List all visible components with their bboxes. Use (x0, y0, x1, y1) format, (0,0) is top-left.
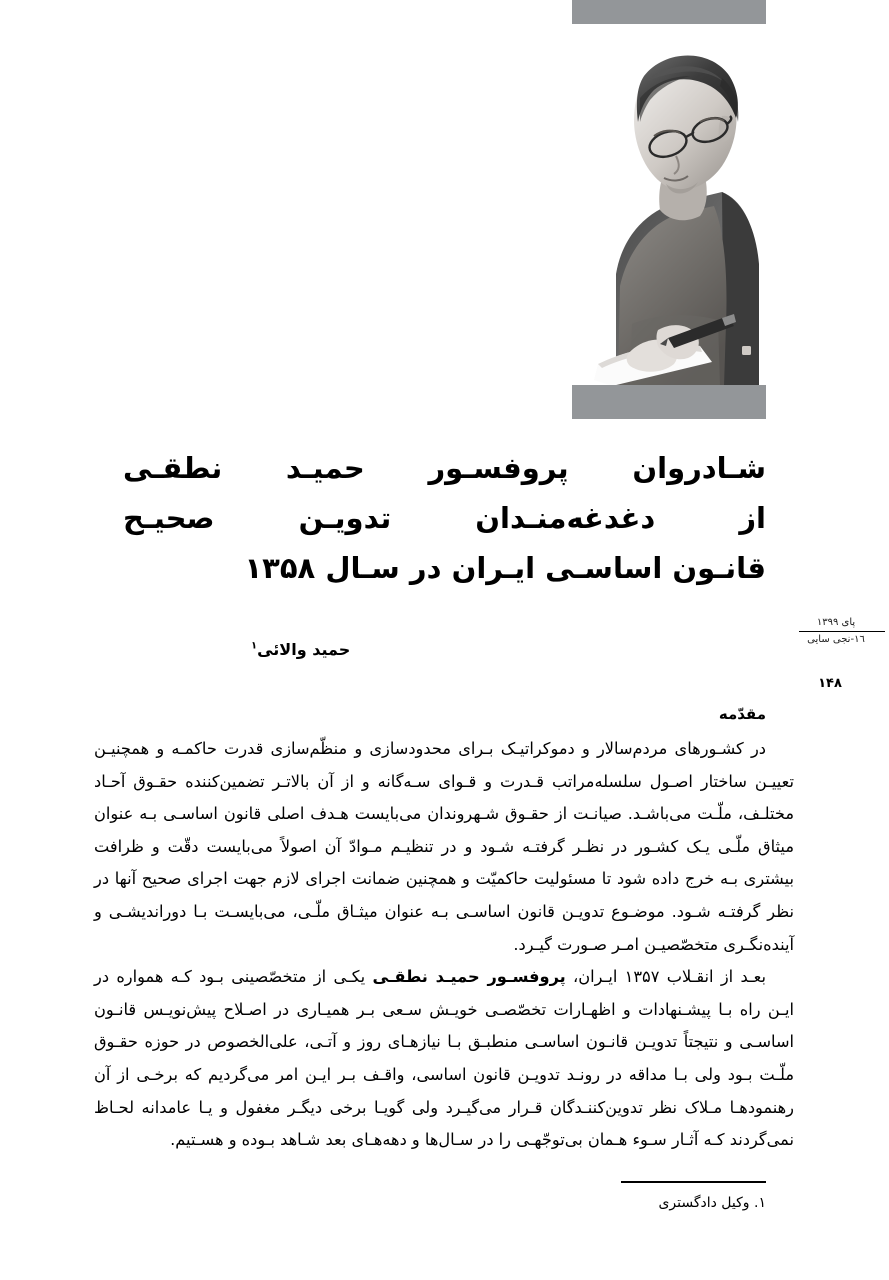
footnote-text: ۱. وکیل دادگستری (658, 1195, 766, 1211)
author-name: حمید والائی (257, 640, 351, 659)
title-line-1: شـادروان پروفسـور حمیـد نطقـی (123, 451, 766, 485)
running-header-rule (799, 631, 885, 632)
article-title (123, 443, 766, 593)
portrait-photo (572, 24, 766, 386)
professor-name-emphasis: پروفسـور حمیـد نطقـی (372, 967, 566, 987)
running-header (787, 616, 885, 647)
section-heading-introduction: مقدّمه (718, 705, 766, 723)
paragraph-2-part-a: بعـد از انقـلاب ۱۳۵۷ ایـران، (565, 967, 766, 987)
body-text (94, 733, 794, 1157)
paragraph-2-part-b: یکـی از متخصّصینی بـود کـه همواره در ایـن راه بـا پیشـنهادات و اظهـارات تخصّصـی خویـش سـعی بـر همیـاری در اصـلاح پیش‌نویـس قانـون اساسـی و نتیجتاً تدویـن قانـون اساسـی منطبـق بـا نیازهـای روز و آتـی، علی‌الخصوص در حوزه حقـوق ملّـت بـود ولی بـا مداقه در رونـد تدویـن قانون اساسی، واقـف بـر ایـن امر می‌گردیم که برخـی از آن رهنمودهـا مـلاک نظر تدوین‌کننـدگان قـرار می‌گیـرد ولی گویـا برخی دیگـر مغفول و یـا عامدانه لحـاظ نمی‌گردند کـه آثـار سـوء هـمان بی‌توجّهـی را در سـال‌ها و دهه‌هـای بعد شـاهد بـوده و هسـتیم. (94, 967, 794, 1150)
photo-top-bar (572, 0, 766, 24)
author-footnote-marker: ۱ (251, 640, 258, 652)
paragraph-1: در کشـورهای مردم‌سالار و دموکراتیـک بـرای محدودسازی و منظّم‌سازی قدرت حاکمـه و همچنیـن تعییـن ساختار اصـول سلسله‌مراتب قـدرت و قـوای سـه‌گانه و از آن بالاتـر تضمین‌کننده حقـوق آحـاد مختلـف، ملّـت می‌باشـد. صیانـت از حقـوق شـهروندان می‌بایست هـدف اصلی قانون اساسـی بـه عنوان میثاق ملّـی یـک کشـور در نظـر گرفتـه شـود و در تنظیـم مـوادّ آن اصولاً می‌بایست دقّت و ظرافت بیشتری بـه خرج داده شود تا مسئولیت حاکمیّت و همچنین ضمانت اجرای لازم جهت اجرای صحیح آنها در نظر گرفتـه شـود. موضـوع تدویـن قانون اساسـی بـه عنوان میثـاق ملّـی، می‌بایسـت بـا دوراندیشـی و آینده‌نگـری متخصّصیـن امـر صـورت گیـرد. (94, 739, 794, 954)
paragraph-2 (94, 961, 794, 1157)
title-line-3: قانـون اساسـی ایـران در سـال ۱۳۵۸ (244, 551, 766, 585)
footnote-separator (621, 1181, 766, 1183)
running-header-line-1: پای ۱۳۹۹ (816, 617, 856, 628)
portrait-photo-block (572, 0, 766, 420)
page-number: ۱۴۸ (818, 676, 842, 691)
title-line-2: از دغدغه‌منـدان تدویـن صحیـح (123, 501, 766, 535)
photo-bottom-bar (572, 385, 766, 419)
running-header-line-2: ۱٦-نجی سایی (807, 634, 865, 645)
author-byline (123, 640, 766, 659)
